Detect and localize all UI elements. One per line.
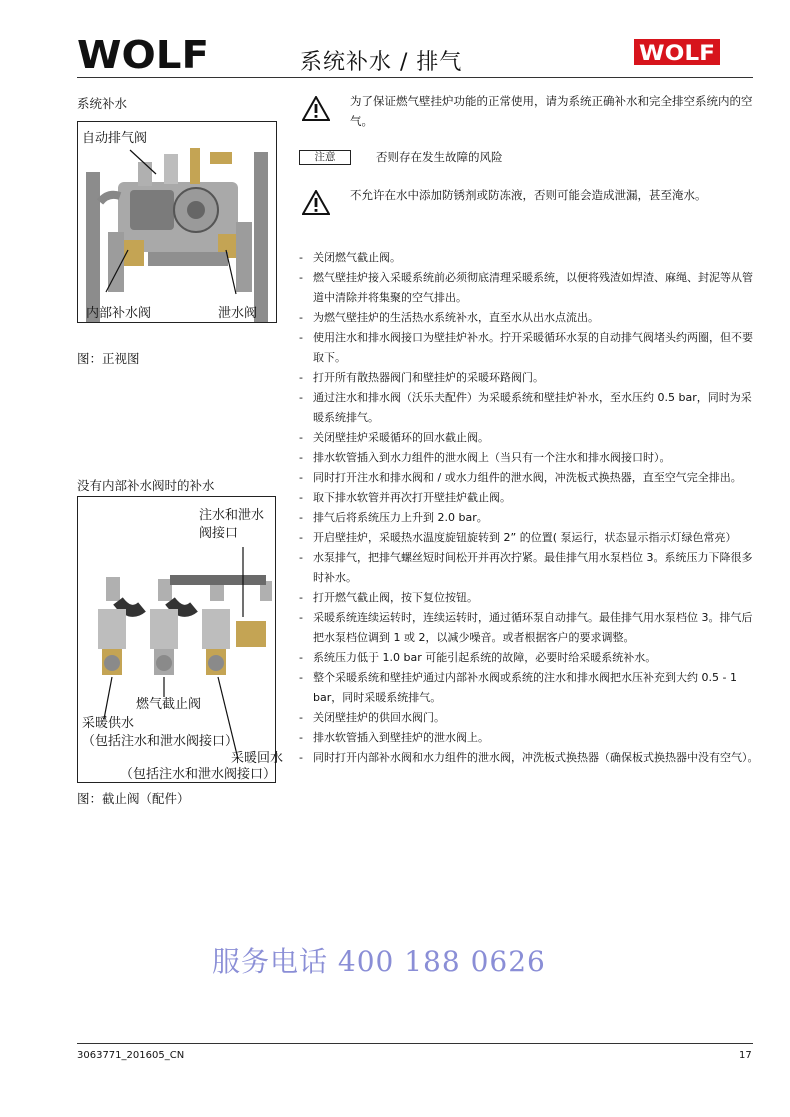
section-title-no-internal-fill: 没有内部补水阀时的补水 (77, 478, 215, 493)
list-item: - 取下排水软管并再次打开壁挂炉截止阀。 (299, 488, 759, 508)
list-item: - 通过注水和排水阀（沃乐夫配件）为采暖系统和壁挂炉补水，至水压约 0.5 bar，同时为采暖系统排气。 (299, 388, 759, 428)
list-item: - 关闭壁挂炉的供回水阀门。 (299, 708, 759, 728)
label-heating-return: 采暖回水 (231, 751, 284, 766)
list-item: - 开启壁挂炉，采暖热水温度旋钮旋转到 2” 的位置( 泵运行，状态显示指示灯绿色常亮） (299, 528, 759, 548)
procedure-steps-list (299, 248, 759, 768)
section-title-fill: 系统补水 (77, 96, 128, 111)
list-item: - 同时打开内部补水阀和水力组件的泄水阀，冲洗板式换热器（确保板式换热器中没有空气）。 (299, 748, 759, 768)
figure-caption-front-view: 图：正视图 (77, 351, 140, 366)
list-item: - 打开燃气截止阀，按下复位按钮。 (299, 588, 759, 608)
list-item: - 采暖系统连续运转时，连续运转时，通过循环泵自动排气。最佳排气用水泵档位 3。排气后把水泵档位调到 1 或 2，以减少噪音。或者根据客户的要求调整。 (299, 608, 759, 648)
page-title: 系统补水 / 排气 (300, 50, 463, 75)
list-item: - 同时打开注水和排水阀和 / 或水力组件的泄水阀，冲洗板式换热器，直至空气完全排出。 (299, 468, 759, 488)
note-label: 注意 (299, 150, 351, 165)
label-drain-valve: 泄水阀 (218, 306, 258, 321)
note-text: 否则存在发生故障的风险 (376, 150, 503, 164)
label-auto-vent-valve: 自动排气阀 (82, 131, 148, 146)
warning-fill-and-vent: 为了保证燃气壁挂炉功能的正常使用，请为系统正确补水和完全排空系统内的空气。 (350, 94, 753, 128)
front-view-figure (77, 121, 277, 323)
list-item: - 燃气壁挂炉接入采暖系统前必须彻底清理采暖系统，以便将残渣如焊渣、麻绳、封泥等从管道中清除并将集聚的空气排出。 (299, 268, 759, 308)
label-gas-shutoff-valve: 燃气截止阀 (136, 697, 202, 712)
header-divider (77, 77, 753, 78)
document-number: 3063771_201605_CN (77, 1050, 185, 1061)
wolf-logo-right (634, 39, 720, 65)
label-heating-supply: 采暖供水 (82, 716, 135, 731)
list-item: - 系统压力低于 1.0 bar 可能引起系统的故障，必要时给采暖系统补水。 (299, 648, 759, 668)
boiler-hydraulic-illustration (78, 122, 276, 322)
logo-text: WOLF (639, 41, 715, 65)
service-hotline: 服务电话 400 188 0626 (212, 945, 546, 978)
label-fill-drain-connection-line2: 阀接口 (199, 526, 239, 541)
list-item: - 排水软管插入到水力组件的泄水阀上（当只有一个注水和排水阀接口时）。 (299, 448, 759, 468)
list-item: - 关闭燃气截止阀。 (299, 248, 759, 268)
label-internal-fill-valve: 内部补水阀 (86, 306, 152, 321)
list-item: - 使用注水和排水阀接口为壁挂炉补水。拧开采暖循环水泵的自动排气阀堵头约两圈，但不要取下。 (299, 328, 759, 368)
figure-caption-shutoff-valve: 图：截止阀（配件） (77, 791, 190, 806)
shutoff-valve-figure (77, 496, 284, 783)
list-item: - 排气后将系统压力上升到 2.0 bar。 (299, 508, 759, 528)
logo-text: WOLF (77, 38, 209, 72)
page-number: 17 (739, 1050, 752, 1061)
list-item: - 水泵排气，把排气螺丝短时间松开并再次拧紧。最佳排气用水泵档位 3。系统压力下降很多时补水。 (299, 548, 759, 588)
list-item: - 关闭壁挂炉采暖循环的回水截止阀。 (299, 428, 759, 448)
label-heating-return-sub: （包括注水和泄水阀接口） (120, 767, 277, 782)
wolf-logo-left (77, 38, 212, 72)
label-fill-drain-connection-line1: 注水和泄水 (199, 508, 265, 523)
list-item: - 打开所有散热器阀门和壁挂炉的采暖环路阀门。 (299, 368, 759, 388)
warning-no-additives: 不允许在水中添加防锈剂或防冻液，否则可能会造成泄漏，甚至淹水。 (350, 188, 707, 202)
list-item: - 排水软管插入到壁挂炉的泄水阀上。 (299, 728, 759, 748)
warning-triangle-icon (302, 96, 330, 121)
warning-triangle-icon (302, 190, 330, 215)
list-item: - 为燃气壁挂炉的生活热水系统补水，直至水从出水点流出。 (299, 308, 759, 328)
label-heating-supply-sub: （包括注水和泄水阀接口） (82, 734, 239, 749)
footer-divider (77, 1043, 753, 1044)
list-item: - 整个采暖系统和壁挂炉通过内部补水阀或系统的注水和排水阀把水压补充到大约 0.5 - 1 bar，同时采暖系统排气。 (299, 668, 759, 708)
